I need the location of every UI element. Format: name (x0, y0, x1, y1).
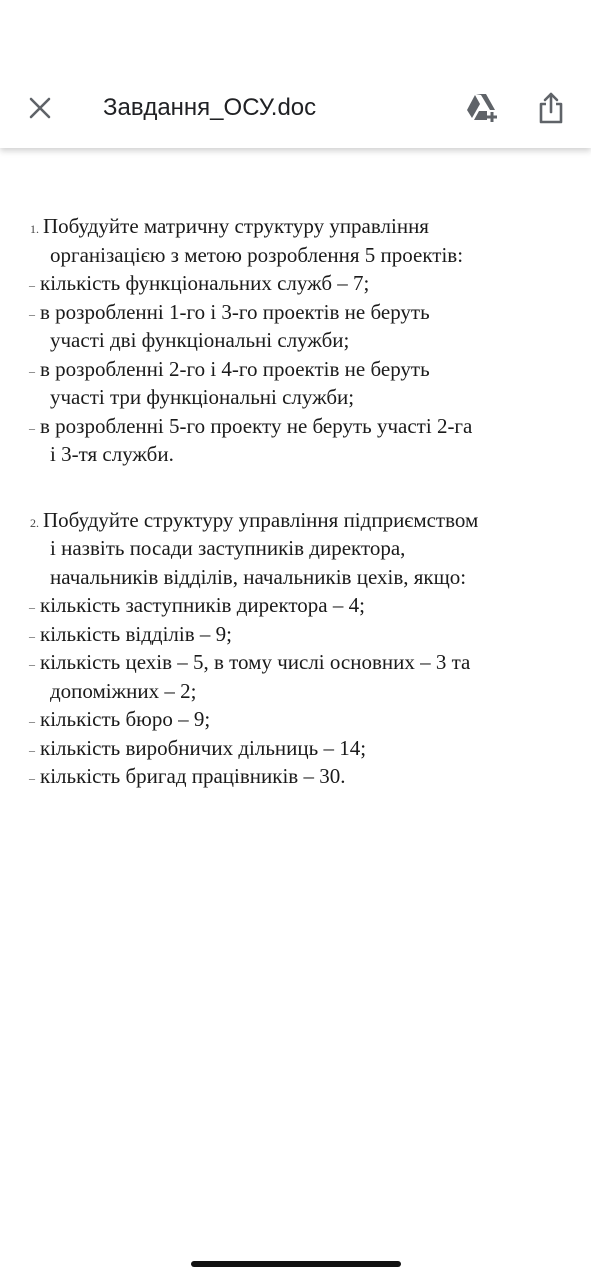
list-item-text: участі дві функціональні служби; (50, 328, 350, 352)
list-dash: – (29, 742, 35, 757)
close-button[interactable] (22, 90, 58, 126)
list-item (0, 762, 591, 791)
list-item (0, 355, 591, 384)
task-1 (0, 212, 591, 469)
list-item-text: в розробленні 5-го проекту не беруть участі 2-га (40, 413, 473, 438)
document-body (0, 212, 591, 791)
list-dash: – (29, 657, 35, 671)
list-item-text: допоміжних – 2; (50, 678, 197, 703)
list-dash: – (29, 628, 35, 643)
share-icon (538, 92, 564, 124)
task-2 (0, 506, 591, 791)
list-item-text: кількість бюро – 9; (40, 707, 211, 731)
task-2-intro-line: Побудуйте структуру управління підприємством (43, 507, 479, 532)
list-item-text: і 3-тя служби. (50, 442, 174, 466)
list-item-text: кількість заступників директора – 4; (40, 593, 365, 617)
add-to-drive-button[interactable] (463, 90, 503, 126)
list-item (0, 298, 591, 327)
list-dash: – (29, 771, 35, 785)
app-bar (0, 0, 591, 148)
task-2-intro-line: начальників відділів, начальників цехів, якщо: (50, 564, 467, 589)
task-1-intro-line: Побудуйте матричну структуру управління (43, 214, 429, 238)
list-item-text: участі три функціональні служби; (50, 385, 355, 409)
list-item (0, 648, 591, 677)
list-item-text: кількість бригад працівників – 30. (40, 764, 346, 788)
list-item (0, 705, 591, 734)
close-icon (28, 96, 52, 120)
list-dash: – (29, 420, 35, 435)
list-item-text: в розробленні 2-го і 4-го проектів не беруть (40, 356, 430, 381)
list-item (0, 620, 591, 649)
list-item-text: в розробленні 1-го і 3-го проектів не беруть (40, 299, 430, 324)
list-item-text: кількість функціональних служб – 7; (40, 271, 370, 295)
list-dash: – (29, 306, 35, 321)
home-indicator[interactable] (191, 1261, 401, 1267)
list-item-text: кількість цехів – 5, в тому числі основних – 3 та (40, 650, 471, 674)
list-item-text: кількість відділів – 9; (40, 621, 232, 646)
list-number: 1. (30, 222, 39, 236)
list-number: 2. (30, 515, 39, 530)
list-dash: – (29, 278, 35, 292)
list-item (0, 412, 591, 441)
task-1-intro-line: організацією з метою розроблення 5 проектів: (50, 242, 464, 267)
list-dash: – (29, 363, 35, 378)
task-2-intro-line: і назвіть посади заступників директора, (50, 536, 406, 560)
list-item (0, 269, 591, 298)
add-to-drive-icon (466, 93, 500, 123)
document-title: Завдання_ОСУ.doc (103, 94, 317, 121)
list-dash: – (29, 714, 35, 728)
list-item (0, 734, 591, 763)
list-dash: – (29, 600, 35, 614)
list-item-text: кількість виробничих дільниць – 14; (40, 735, 367, 760)
list-item (0, 591, 591, 620)
share-button[interactable] (533, 88, 569, 128)
